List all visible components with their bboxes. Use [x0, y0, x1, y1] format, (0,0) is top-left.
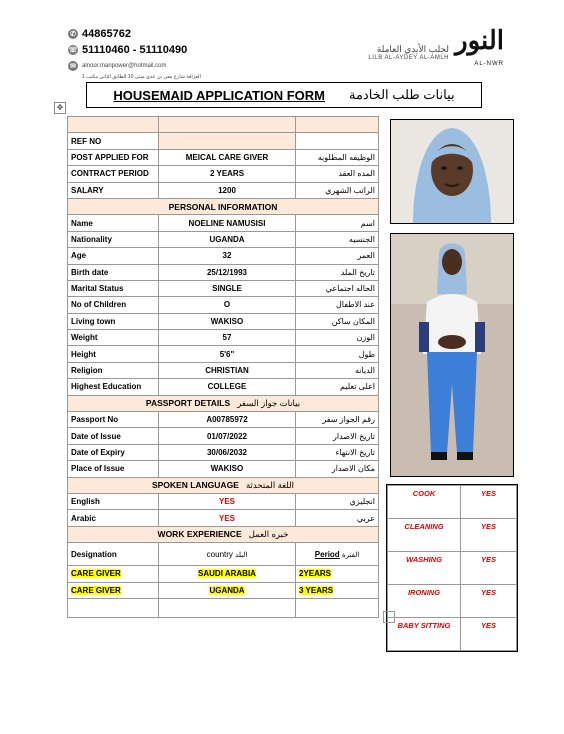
email-icon: ✉ [68, 61, 78, 71]
phone-row [68, 26, 201, 42]
field-value[interactable] [159, 133, 296, 149]
field-value[interactable]: 57 [159, 330, 296, 346]
field-value[interactable]: 1200 [159, 182, 296, 198]
language-value[interactable]: YES [159, 493, 296, 509]
personal-field-row [68, 231, 379, 247]
field-label: Date of Issue [68, 428, 159, 444]
field-value[interactable]: 2 YEARS [159, 166, 296, 182]
personal-field-row [68, 264, 379, 280]
language-label: Arabic [68, 510, 159, 526]
field-label-arabic: الوظيفه المطلوبه [296, 149, 379, 165]
blank-row [68, 117, 379, 133]
section-title: SPOKEN LANGUAGE [151, 479, 239, 490]
field-label-arabic: المده العقد [296, 166, 379, 182]
email-row [68, 58, 201, 74]
field-label: Height [68, 346, 159, 362]
field-label-arabic [296, 133, 379, 149]
skills-panel [386, 484, 518, 652]
personal-field-row [68, 346, 379, 362]
field-value[interactable]: WAKISO [159, 313, 296, 329]
email-text: alnoor.manpower@hotmail.com [82, 63, 167, 69]
top-field-row [68, 166, 379, 182]
col-period: Period [314, 549, 340, 559]
field-label: Weight [68, 330, 159, 346]
field-value[interactable]: 5'6" [159, 346, 296, 362]
section-title: PERSONAL INFORMATION [168, 201, 278, 212]
work-country: SAUDI ARABIA [198, 569, 256, 579]
skill-value[interactable]: YES [461, 585, 517, 618]
field-value[interactable]: A00785972 [159, 412, 296, 428]
passport-field-row [68, 461, 379, 477]
logo-mark-text: النور [455, 25, 504, 55]
language-label: English [68, 493, 159, 509]
phone-row-2 [68, 42, 201, 58]
field-value[interactable]: 01/07/2022 [159, 428, 296, 444]
skill-label: CLEANING [388, 519, 461, 552]
section-title-arabic: خبره العمل [248, 528, 289, 539]
field-label-arabic: تاريخ الانتهاء [296, 444, 379, 460]
skill-label: WASHING [388, 552, 461, 585]
field-label-arabic: تاريخ الملد [296, 264, 379, 280]
field-label-arabic: طول [296, 346, 379, 362]
language-row [68, 510, 379, 526]
skill-row [388, 519, 517, 552]
logo-arabic: لجلب الأيدي العاملة [376, 43, 450, 54]
section-title: PASSPORT DETAILS [145, 397, 231, 408]
personal-field-row [68, 297, 379, 313]
section-title: WORK EXPERIENCE [157, 528, 242, 539]
passport-field-row [68, 428, 379, 444]
field-value[interactable]: SINGLE [159, 280, 296, 296]
field-label-arabic: الحاله اجتماعي [296, 280, 379, 296]
top-field-row [68, 133, 379, 149]
phone-primary: 44865762 [82, 28, 131, 40]
field-label: Date of Expiry [68, 444, 159, 460]
field-label-arabic: مكان الاصدار [296, 461, 379, 477]
skill-label: IRONING [388, 585, 461, 618]
personal-field-row [68, 379, 379, 395]
portrait-image [391, 120, 513, 223]
work-designation: CARE GIVER [71, 569, 121, 579]
whatsapp-icon: ✆ [68, 29, 78, 39]
field-label: Place of Issue [68, 461, 159, 477]
field-label: SALARY [68, 182, 159, 198]
personal-field-row [68, 215, 379, 231]
field-value[interactable]: WAKISO [159, 461, 296, 477]
field-value[interactable]: COLLEGE [159, 379, 296, 395]
field-label-arabic: عند الاطفال [296, 297, 379, 313]
phone-secondary: 51110460 - 51110490 [82, 44, 188, 56]
work-row [68, 582, 379, 598]
skill-row [388, 618, 517, 651]
field-label: REF NO [68, 133, 159, 149]
field-label-arabic: الجنسيه [296, 231, 379, 247]
address-text: الغرافة شارع معن بن عدي مبنى 10 الطابق الثاني مكتب 1 [82, 74, 201, 80]
field-label: Living town [68, 313, 159, 329]
personal-field-row [68, 280, 379, 296]
field-label: Highest Education [68, 379, 159, 395]
field-value[interactable]: O [159, 297, 296, 313]
field-label: Nationality [68, 231, 159, 247]
field-value[interactable]: UGANDA [159, 231, 296, 247]
language-label-arabic: عربي [296, 510, 379, 526]
passport-header [68, 395, 379, 411]
work-country: UGANDA [209, 585, 245, 595]
contact-block [68, 26, 201, 80]
field-value[interactable]: 32 [159, 248, 296, 264]
col-designation: Designation [68, 543, 159, 566]
field-value[interactable]: MEICAL CARE GIVER [159, 149, 296, 165]
form-title [86, 82, 482, 108]
title-arabic: بيانات طلب الخادمة [349, 87, 455, 102]
col-period-arabic: الفترة [341, 551, 360, 559]
field-value[interactable]: 25/12/1993 [159, 264, 296, 280]
field-label: Age [68, 248, 159, 264]
work-designation: CARE GIVER [71, 585, 121, 595]
logo-text [368, 44, 449, 61]
company-logo [368, 25, 504, 76]
section-title-arabic: اللغة المتحدثة [245, 479, 295, 490]
passport-field-row [68, 412, 379, 428]
field-label: Marital Status [68, 280, 159, 296]
skill-label: BABY SITTING [388, 618, 461, 651]
personal-field-row [68, 248, 379, 264]
skill-value[interactable]: YES [461, 618, 517, 651]
skill-row [388, 552, 517, 585]
skill-label: COOK [388, 486, 461, 519]
field-label-arabic: العمر [296, 248, 379, 264]
application-table [67, 116, 379, 618]
top-field-row [68, 149, 379, 165]
move-handle-icon[interactable]: ✥ [54, 102, 66, 114]
field-label-arabic: الوزن [296, 330, 379, 346]
field-label: Religion [68, 362, 159, 378]
portrait-photo [390, 119, 514, 224]
field-label-arabic: تاريخ الاصدار [296, 428, 379, 444]
top-field-row [68, 182, 379, 198]
personal-field-row [68, 362, 379, 378]
field-label-arabic: اسم [296, 215, 379, 231]
language-header [68, 477, 379, 493]
logo-mark-sub: AL-NWR [474, 61, 504, 67]
field-value[interactable]: CHRISTIAN [159, 362, 296, 378]
field-label: Passport No [68, 412, 159, 428]
field-label-arabic: اعلى تعليم [296, 379, 379, 395]
work-row [68, 566, 379, 582]
field-label: No of Children [68, 297, 159, 313]
field-value[interactable]: 30/06/2032 [159, 444, 296, 460]
personal-header [68, 198, 379, 214]
field-label: POST APPLIED FOR [68, 149, 159, 165]
phone-icon: ☏ [68, 47, 78, 54]
language-label-arabic: انجليزي [296, 493, 379, 509]
skill-row [388, 585, 517, 618]
language-row [68, 493, 379, 509]
col-country: country [206, 549, 233, 559]
field-value[interactable]: NOELINE NAMUSISI [159, 215, 296, 231]
skill-value[interactable]: YES [461, 552, 517, 585]
section-title-arabic: بيانات جواز السفر [237, 397, 301, 408]
field-label: Birth date [68, 264, 159, 280]
logo-english: LILB AL-AYDEY AL-AMLH [368, 54, 450, 61]
full-body-image [391, 234, 513, 476]
skill-value[interactable]: YES [461, 486, 517, 519]
col-country-arabic: البلد [235, 551, 248, 559]
language-value[interactable]: YES [159, 510, 296, 526]
work-period: 3 YEARS [299, 585, 334, 595]
field-label-arabic: رقم الجواز سفر [296, 412, 379, 428]
work-columns-row [68, 543, 379, 566]
skill-row [388, 486, 517, 519]
field-label: CONTRACT PERIOD [68, 166, 159, 182]
work-empty-row [68, 598, 379, 617]
passport-field-row [68, 444, 379, 460]
personal-field-row [68, 330, 379, 346]
field-label-arabic: المكان ساكن [296, 313, 379, 329]
work-period: 2YEARS [299, 569, 332, 579]
personal-field-row [68, 313, 379, 329]
field-label-arabic: الراتب الشهري [296, 182, 379, 198]
full-body-photo [390, 233, 514, 477]
title-english: HOUSEMAID APPLICATION FORM [113, 87, 325, 103]
field-label: Name [68, 215, 159, 231]
field-label-arabic: الديانه [296, 362, 379, 378]
skill-value[interactable]: YES [461, 519, 517, 552]
logo-mark [455, 25, 504, 76]
work-header [68, 526, 379, 542]
checkbox[interactable] [383, 611, 395, 623]
